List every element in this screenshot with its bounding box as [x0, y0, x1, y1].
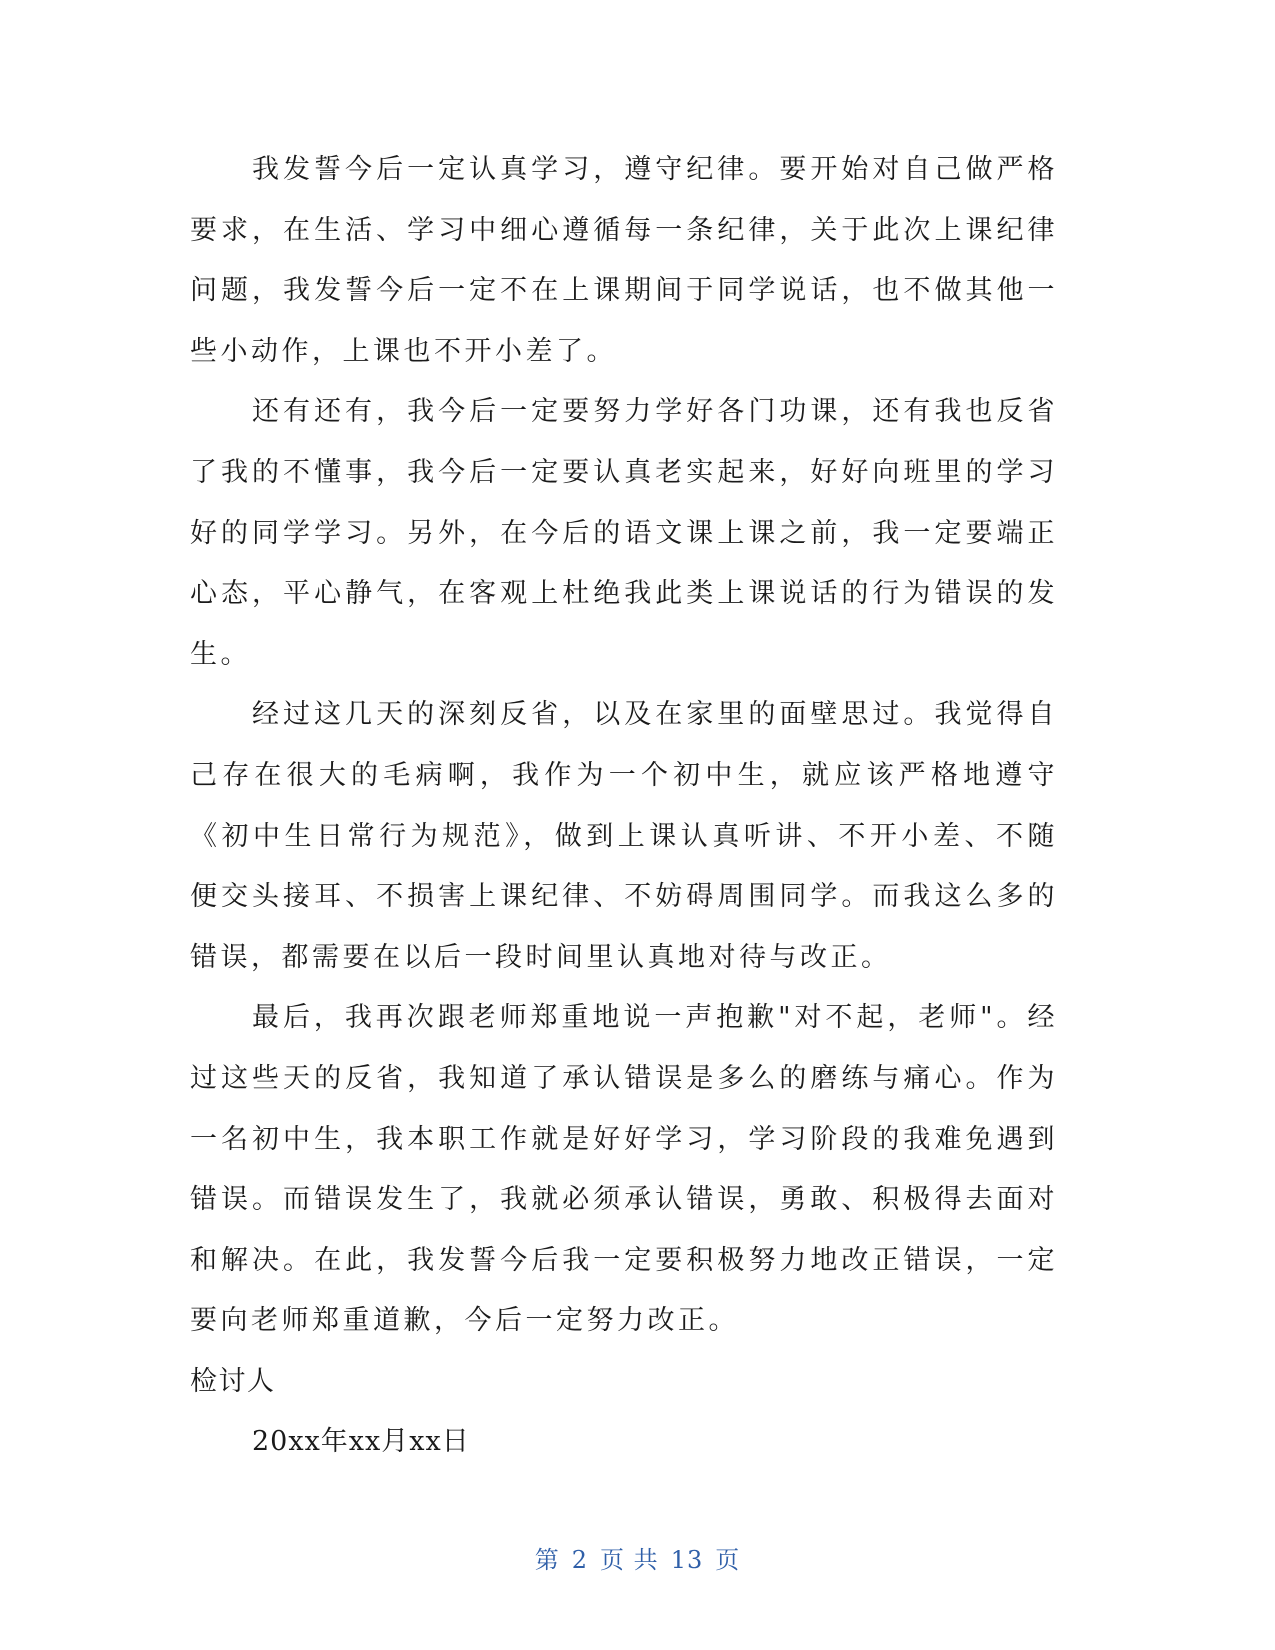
- footer-middle: 页 共: [600, 1546, 659, 1574]
- page-footer: [0, 1540, 1275, 1575]
- footer-page-number: 2: [571, 1546, 589, 1574]
- footer-total-pages: 13: [670, 1546, 704, 1574]
- paragraph-1: 我发誓今后一定认真学习，遵守纪律。要开始对自己做严格要求，在生活、学习中细心遵循每一条纪律，关于此次上课纪律问题，我发誓今后一定不在上课期间于同学说话，也不做其他一些小动作，上课也不开小差了。: [190, 154, 1058, 367]
- document-body: [190, 140, 1058, 1473]
- signer-label: 检讨人: [190, 1365, 276, 1397]
- paragraph-2: 还有还有，我今后一定要努力学好各门功课，还有我也反省了我的不懂事，我今后一定要认真老实起来，好好向班里的学习好的同学学习。另外，在今后的语文课上课之前，我一定要端正心态，平心静气，在客观上杜绝我此类上课说话的行为错误的发生。: [190, 396, 1058, 670]
- footer-prefix: 第: [534, 1546, 560, 1574]
- footer-suffix: 页: [715, 1546, 741, 1574]
- signature-date: 20xx年xx月xx日: [252, 1426, 470, 1458]
- paragraph-3: 经过这几天的深刻反省，以及在家里的面壁思过。我觉得自己存在很大的毛病啊，我作为一个初中生，就应该严格地遵守《初中生日常行为规范》，做到上课认真听讲、不开小差、不随便交头接耳、不损害上课纪律、不妨碍周围同学。而我这么多的错误，都需要在以后一段时间里认真地对待与改正。: [190, 699, 1058, 973]
- paragraph-4: 最后，我再次跟老师郑重地说一声抱歉"对不起，老师"。经过这些天的反省，我知道了承认错误是多么的磨练与痛心。作为一名初中生，我本职工作就是好好学习，学习阶段的我难免遇到错误。而错误发生了，我就必须承认错误，勇敢、积极得去面对和解决。在此，我发誓今后我一定要积极努力地改正错误，一定要向老师郑重道歉，今后一定努力改正。: [190, 1002, 1058, 1337]
